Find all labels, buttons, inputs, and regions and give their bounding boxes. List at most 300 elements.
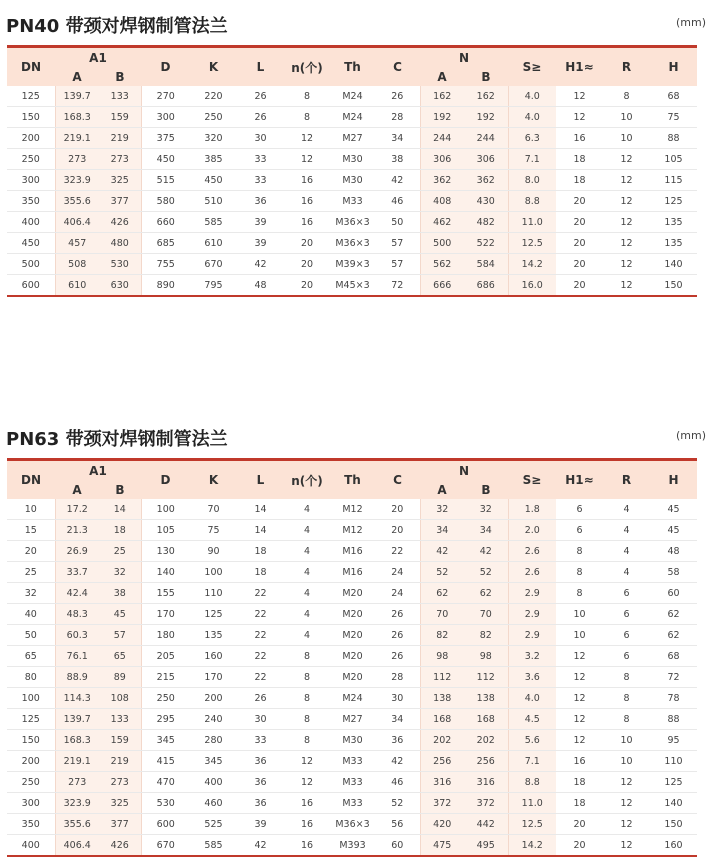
- column-header-n: N: [420, 48, 508, 68]
- table-row: [7, 541, 697, 562]
- column-header-h1: H1≈: [556, 461, 603, 499]
- table-cell: 40: [7, 604, 55, 625]
- table-cell: 600: [7, 275, 55, 297]
- table-cell: 6: [603, 646, 650, 667]
- table-cell: 450: [7, 233, 55, 254]
- table-cell: M16: [330, 541, 375, 562]
- table-cell: M45×3: [330, 275, 375, 297]
- table-cell: 755: [141, 254, 190, 275]
- table-cell: 220: [190, 86, 237, 107]
- table-cell: 76.1: [55, 646, 99, 667]
- table-cell: 8.8: [508, 191, 556, 212]
- table-cell: 12: [556, 646, 603, 667]
- table-cell: 420: [420, 814, 464, 835]
- table-cell: 2.9: [508, 604, 556, 625]
- table-cell: 462: [420, 212, 464, 233]
- table-cell: 16: [284, 212, 330, 233]
- table-cell: 18: [556, 170, 603, 191]
- table-cell: 355.6: [55, 814, 99, 835]
- table-cell: 100: [141, 499, 190, 520]
- table-cell: 168.3: [55, 730, 99, 751]
- table-cell: 11.0: [508, 793, 556, 814]
- table-cell: 82: [464, 625, 508, 646]
- table-cell: 480: [99, 233, 141, 254]
- table-cell: 244: [420, 128, 464, 149]
- table-cell: M393: [330, 835, 375, 857]
- table-row: [7, 688, 697, 709]
- table-cell: 139.7: [55, 709, 99, 730]
- table-row: [7, 212, 697, 233]
- table-cell: M33: [330, 772, 375, 793]
- table-cell: 36: [237, 772, 284, 793]
- table-cell: 18: [99, 520, 141, 541]
- table-cell: 300: [7, 170, 55, 191]
- table-cell: 585: [190, 212, 237, 233]
- table-cell: 2.6: [508, 562, 556, 583]
- table-cell: 12.5: [508, 233, 556, 254]
- table-cell: 46: [375, 191, 420, 212]
- table-cell: 12: [603, 772, 650, 793]
- table-row: [7, 625, 697, 646]
- table-cell: 22: [237, 625, 284, 646]
- table-cell: 4: [603, 499, 650, 520]
- table-cell: 510: [190, 191, 237, 212]
- table-cell: 28: [375, 107, 420, 128]
- table-cell: 244: [464, 128, 508, 149]
- table-cell: 52: [375, 793, 420, 814]
- table-cell: 34: [375, 709, 420, 730]
- table-cell: 8: [556, 541, 603, 562]
- table-cell: 115: [650, 170, 697, 191]
- table-cell: 112: [420, 667, 464, 688]
- table-cell: 250: [141, 688, 190, 709]
- table-cell: 18: [556, 793, 603, 814]
- table-cell: 20: [556, 254, 603, 275]
- table-cell: 584: [464, 254, 508, 275]
- table-cell: 219.1: [55, 751, 99, 772]
- column-header-a1: A1: [55, 461, 141, 481]
- table-cell: 372: [464, 793, 508, 814]
- table-cell: 25: [99, 541, 141, 562]
- table-cell: 30: [237, 128, 284, 149]
- table-row: [7, 520, 697, 541]
- table-cell: 39: [237, 814, 284, 835]
- table-cell: 56: [375, 814, 420, 835]
- table-cell: 57: [375, 233, 420, 254]
- table-cell: 50: [375, 212, 420, 233]
- table-cell: 65: [99, 646, 141, 667]
- table-cell: 610: [55, 275, 99, 297]
- table-cell: 33: [237, 730, 284, 751]
- table-cell: 4: [284, 604, 330, 625]
- table-cell: 495: [464, 835, 508, 857]
- table-cell: 219: [99, 128, 141, 149]
- table-cell: 20: [556, 233, 603, 254]
- table-cell: 20: [375, 520, 420, 541]
- table-cell: 8: [284, 709, 330, 730]
- table-cell: M30: [330, 730, 375, 751]
- table-cell: 6: [556, 499, 603, 520]
- table-cell: 515: [141, 170, 190, 191]
- table-cell: 150: [650, 275, 697, 297]
- table-cell: 316: [464, 772, 508, 793]
- table-cell: 34: [375, 128, 420, 149]
- column-header-n-count: n(个): [284, 461, 330, 499]
- table-cell: M20: [330, 646, 375, 667]
- table-cell: M30: [330, 170, 375, 191]
- table-cell: 48: [237, 275, 284, 297]
- table-cell: 12: [603, 793, 650, 814]
- table-cell: 4: [603, 562, 650, 583]
- table-cell: 18: [237, 562, 284, 583]
- table-cell: 10: [7, 499, 55, 520]
- table-cell: 88: [650, 128, 697, 149]
- table-cell: 18: [237, 541, 284, 562]
- table-cell: 24: [375, 562, 420, 583]
- table-row: [7, 254, 697, 275]
- table-cell: 125: [190, 604, 237, 625]
- table-cell: 256: [420, 751, 464, 772]
- table-cell: 150: [650, 814, 697, 835]
- table-cell: 8.8: [508, 772, 556, 793]
- table-cell: 12: [603, 212, 650, 233]
- table-cell: 20: [284, 254, 330, 275]
- flange-table: [7, 458, 697, 857]
- table-cell: 12: [556, 107, 603, 128]
- table-cell: 130: [141, 541, 190, 562]
- table-cell: 32: [7, 583, 55, 604]
- table-cell: 500: [7, 254, 55, 275]
- table-cell: 300: [141, 107, 190, 128]
- table-cell: 325: [99, 793, 141, 814]
- table-cell: 12: [603, 170, 650, 191]
- column-header-b: B: [464, 68, 508, 86]
- table-cell: 660: [141, 212, 190, 233]
- table-cell: 14: [99, 499, 141, 520]
- table-cell: 12: [603, 233, 650, 254]
- table-cell: 4: [284, 562, 330, 583]
- table-cell: 325: [99, 170, 141, 191]
- table-cell: 114.3: [55, 688, 99, 709]
- table-cell: 38: [99, 583, 141, 604]
- column-header-h: H: [650, 48, 697, 86]
- table-cell: 42.4: [55, 583, 99, 604]
- table-cell: 562: [420, 254, 464, 275]
- table-cell: 4: [284, 499, 330, 520]
- table-cell: 26: [237, 86, 284, 107]
- table-cell: 133: [99, 709, 141, 730]
- column-header-a: A: [420, 481, 464, 499]
- column-header-n-count: n(个): [284, 48, 330, 86]
- table-cell: 795: [190, 275, 237, 297]
- table-cell: 48: [650, 541, 697, 562]
- table-cell: 4.0: [508, 107, 556, 128]
- table-cell: 8.0: [508, 170, 556, 191]
- table-cell: 14: [237, 499, 284, 520]
- table-cell: 30: [375, 688, 420, 709]
- table-cell: 14: [237, 520, 284, 541]
- table-cell: 600: [141, 814, 190, 835]
- table-cell: 377: [99, 191, 141, 212]
- table-cell: 110: [190, 583, 237, 604]
- table-cell: 20: [556, 835, 603, 857]
- table-cell: 350: [7, 814, 55, 835]
- table-cell: 450: [141, 149, 190, 170]
- table-cell: 12: [284, 128, 330, 149]
- table-cell: 362: [420, 170, 464, 191]
- table-title: PN40 带颈对焊钢制管法兰: [6, 16, 228, 37]
- table-cell: 138: [464, 688, 508, 709]
- table-cell: 12: [603, 149, 650, 170]
- table-cell: 170: [190, 667, 237, 688]
- table-cell: 6: [603, 583, 650, 604]
- unit-label: (mm): [675, 16, 706, 29]
- column-header-th: Th: [330, 48, 375, 86]
- table-cell: M33: [330, 191, 375, 212]
- table-cell: 89: [99, 667, 141, 688]
- table-cell: 323.9: [55, 170, 99, 191]
- table-cell: 890: [141, 275, 190, 297]
- table-cell: 48.3: [55, 604, 99, 625]
- table-cell: 400: [7, 212, 55, 233]
- table-cell: 98: [420, 646, 464, 667]
- table-cell: 80: [7, 667, 55, 688]
- table-cell: M36×3: [330, 233, 375, 254]
- table-cell: 3.6: [508, 667, 556, 688]
- table-cell: 345: [190, 751, 237, 772]
- table-cell: 135: [190, 625, 237, 646]
- table-cell: 1.8: [508, 499, 556, 520]
- column-header-k: K: [190, 461, 237, 499]
- table-cell: 2.9: [508, 625, 556, 646]
- table-cell: 20: [375, 499, 420, 520]
- table-cell: 4: [284, 625, 330, 646]
- table-cell: 670: [141, 835, 190, 857]
- table-cell: 159: [99, 107, 141, 128]
- table-cell: 10: [603, 730, 650, 751]
- table-cell: 82: [420, 625, 464, 646]
- table-cell: 2.9: [508, 583, 556, 604]
- column-header-a1: A1: [55, 48, 141, 68]
- table-cell: 162: [464, 86, 508, 107]
- table-cell: 33: [237, 149, 284, 170]
- table-cell: 32: [464, 499, 508, 520]
- table-cell: 150: [7, 107, 55, 128]
- table-cell: 8: [284, 646, 330, 667]
- table-row: [7, 814, 697, 835]
- table-cell: 46: [375, 772, 420, 793]
- column-header-r: R: [603, 48, 650, 86]
- table-cell: 6: [603, 625, 650, 646]
- column-header-d: D: [141, 461, 190, 499]
- table-cell: 280: [190, 730, 237, 751]
- table-cell: 75: [650, 107, 697, 128]
- table-row: [7, 128, 697, 149]
- table-cell: 345: [141, 730, 190, 751]
- table-row: [7, 191, 697, 212]
- column-header-r: R: [603, 461, 650, 499]
- table-cell: 26: [375, 646, 420, 667]
- table-cell: 2.0: [508, 520, 556, 541]
- table-cell: 4.0: [508, 688, 556, 709]
- table-cell: 8: [603, 86, 650, 107]
- table-cell: M24: [330, 688, 375, 709]
- table-cell: 34: [420, 520, 464, 541]
- table-row: [7, 604, 697, 625]
- table-cell: 78: [650, 688, 697, 709]
- table-cell: 4.5: [508, 709, 556, 730]
- table-cell: 98: [464, 646, 508, 667]
- table-cell: 14.2: [508, 835, 556, 857]
- table-cell: 162: [420, 86, 464, 107]
- column-header-dn: DN: [7, 48, 55, 86]
- table-title: PN63 带颈对焊钢制管法兰: [6, 429, 228, 450]
- table-cell: 24: [375, 583, 420, 604]
- table-cell: 323.9: [55, 793, 99, 814]
- table-cell: 205: [141, 646, 190, 667]
- column-header-a: A: [420, 68, 464, 86]
- table-cell: 20: [7, 541, 55, 562]
- table-cell: 240: [190, 709, 237, 730]
- table-cell: 6.3: [508, 128, 556, 149]
- table-cell: 168: [420, 709, 464, 730]
- table-cell: 430: [464, 191, 508, 212]
- table-row: [7, 149, 697, 170]
- table-cell: 8: [556, 583, 603, 604]
- table-cell: M39×3: [330, 254, 375, 275]
- table-cell: 70: [190, 499, 237, 520]
- table-cell: 16: [284, 835, 330, 857]
- table-cell: 10: [556, 604, 603, 625]
- table-cell: M30: [330, 149, 375, 170]
- table-cell: 4: [603, 520, 650, 541]
- table-cell: 11.0: [508, 212, 556, 233]
- table-cell: 580: [141, 191, 190, 212]
- table-cell: 8: [556, 562, 603, 583]
- table-cell: 219.1: [55, 128, 99, 149]
- table-row: [7, 499, 697, 520]
- table-cell: M36×3: [330, 212, 375, 233]
- table-cell: 26: [375, 86, 420, 107]
- table-cell: 442: [464, 814, 508, 835]
- table-cell: 42: [375, 170, 420, 191]
- table-cell: 20: [556, 212, 603, 233]
- table-row: [7, 751, 697, 772]
- table-cell: 3.2: [508, 646, 556, 667]
- table-cell: 20: [556, 275, 603, 297]
- table-cell: 12: [284, 751, 330, 772]
- table-cell: 685: [141, 233, 190, 254]
- table-cell: 125: [7, 86, 55, 107]
- table-cell: 72: [650, 667, 697, 688]
- table-cell: 88: [650, 709, 697, 730]
- column-header-b: B: [99, 68, 141, 86]
- table-cell: 426: [99, 835, 141, 857]
- table-cell: 12: [603, 254, 650, 275]
- table-row: [7, 730, 697, 751]
- table-cell: 60: [375, 835, 420, 857]
- table-cell: 26.9: [55, 541, 99, 562]
- table-cell: 377: [99, 814, 141, 835]
- table-cell: 4: [603, 541, 650, 562]
- table-cell: 200: [7, 128, 55, 149]
- table-cell: 686: [464, 275, 508, 297]
- table-cell: 32: [420, 499, 464, 520]
- table-cell: 140: [650, 254, 697, 275]
- table-cell: 12: [603, 275, 650, 297]
- table-cell: 350: [7, 191, 55, 212]
- table-cell: 33: [237, 170, 284, 191]
- table-cell: M27: [330, 128, 375, 149]
- table-cell: 17.2: [55, 499, 99, 520]
- table-cell: 250: [190, 107, 237, 128]
- column-header-c: C: [375, 48, 420, 86]
- table-cell: 168: [464, 709, 508, 730]
- unit-label: (mm): [675, 429, 706, 442]
- table-cell: M20: [330, 583, 375, 604]
- table-cell: 250: [7, 149, 55, 170]
- table-cell: 60: [650, 583, 697, 604]
- table-cell: 6: [556, 520, 603, 541]
- table-cell: 10: [556, 625, 603, 646]
- table-cell: 36: [237, 191, 284, 212]
- table-cell: 460: [190, 793, 237, 814]
- table-cell: 125: [650, 772, 697, 793]
- table-cell: 15: [7, 520, 55, 541]
- table-cell: 57: [375, 254, 420, 275]
- table-cell: 133: [99, 86, 141, 107]
- table-cell: 33.7: [55, 562, 99, 583]
- table-cell: 36: [375, 730, 420, 751]
- table-cell: M36×3: [330, 814, 375, 835]
- table-cell: M20: [330, 625, 375, 646]
- table-cell: 45: [650, 499, 697, 520]
- table-cell: 273: [99, 772, 141, 793]
- column-header-k: K: [190, 48, 237, 86]
- table-cell: 300: [7, 793, 55, 814]
- table-cell: 22: [375, 541, 420, 562]
- table-cell: 375: [141, 128, 190, 149]
- table-cell: 585: [190, 835, 237, 857]
- table-cell: 475: [420, 835, 464, 857]
- table-cell: 610: [190, 233, 237, 254]
- table-cell: 16.0: [508, 275, 556, 297]
- table-cell: 42: [420, 541, 464, 562]
- table-cell: 202: [464, 730, 508, 751]
- table-cell: 75: [190, 520, 237, 541]
- table-cell: 140: [141, 562, 190, 583]
- table-row: [7, 646, 697, 667]
- table-cell: 12: [284, 149, 330, 170]
- table-cell: 8: [284, 688, 330, 709]
- table-cell: 62: [420, 583, 464, 604]
- table-cell: 16: [284, 793, 330, 814]
- table-cell: 52: [420, 562, 464, 583]
- table-cell: 415: [141, 751, 190, 772]
- table-cell: 8: [603, 688, 650, 709]
- table-cell: 70: [420, 604, 464, 625]
- table-cell: M12: [330, 520, 375, 541]
- table-cell: 8: [603, 709, 650, 730]
- table-cell: 20: [556, 814, 603, 835]
- table-cell: 273: [99, 149, 141, 170]
- table-cell: 400: [190, 772, 237, 793]
- table-cell: 34: [464, 520, 508, 541]
- table-cell: 320: [190, 128, 237, 149]
- table-cell: M24: [330, 107, 375, 128]
- table-cell: 522: [464, 233, 508, 254]
- table-cell: 12: [603, 191, 650, 212]
